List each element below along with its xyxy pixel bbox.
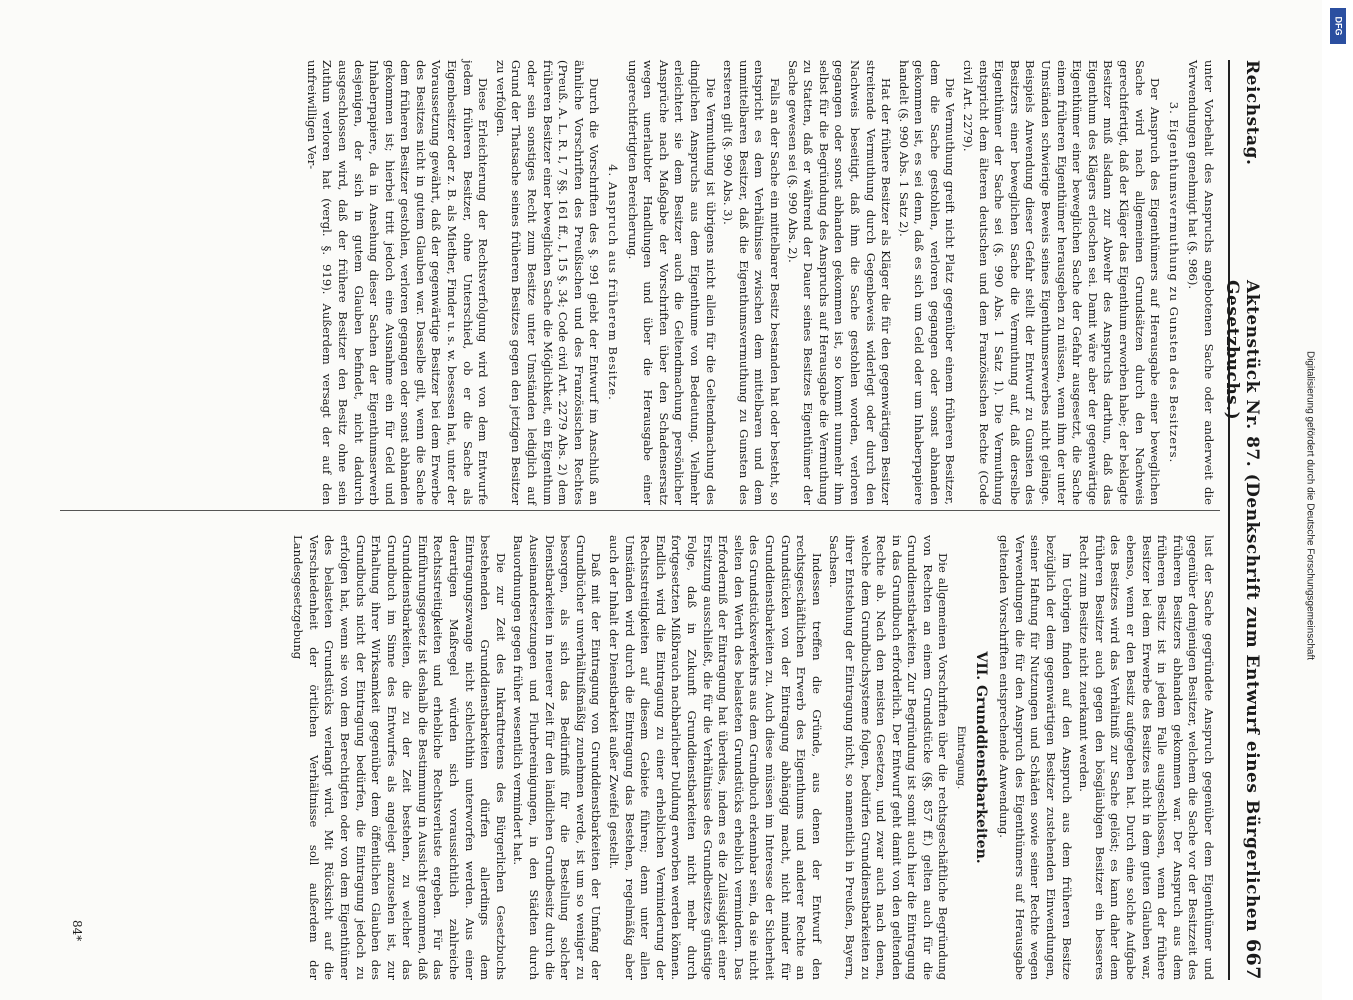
header-title: Aktenstück Nr. 87. (Denkschrift zum Entwurf eines Bürgerlichen Gesetzbuchs.) — [1222, 280, 1262, 932]
paragraph: Falls an der Sache ein mittelbarer Besitz bestanden hat oder besteht, so entspricht es dem Verhältnisse zwischen dem mittelbaren und dem unmittelbaren Besitzer, daß die Eigenthumsvermuthung zu Gunsten des ersteren gilt (§. 990 Abs. 3). — [721, 60, 782, 505]
paragraph: Daß mit der Eintragung von Grunddienstbarkeiten der Umfang der Grundbücher unverhältnißmäßig zunehmen werde, ist um so weniger zu besorgen, als sich das Bedürfniß für die Bestellung solcher Dienstbarkeiten in neuerer Zeit für den ländlichen Grundbesitz durch die Auseinandersetzungen und Flurbereinigungen, in den Städten durch Bauordnungen gegen früher wesentlich vermindert hat. — [511, 535, 604, 980]
paragraph: Hat der frühere Besitzer als Kläger die für den gegenwärtigen Besitzer streitende Vermuthung durch Gegenbeweis widerlegt oder durch den Nachweis beseitigt, daß ihm die Sache gestohlen worden, verloren gegangen oder sonst abhanden gekommen ist, so kommt nunmehr ihm selbst für die Begründung des Anspruchs auf Herausgabe die Vermuthung zu Statten, daß er während der Dauer seines Besitzes Eigenthümer der Sache gewesen sei (§. 990 Abs. 2). — [785, 60, 894, 505]
paragraph: lust der Sache gegründete Anspruch gegenüber dem Eigenthümer und gegenüber demjenigen Besitzer, welchem die Sache vor der Besitzzeit des früheren Besitzers abhanden gekommen war. Der Anspruch aus dem früheren Besitz ist in jedem Falle ausgeschlossen, wenn der frühere Besitzer bei dem Erwerbe des Besitzes nicht in dem guten Glauben war, ebenso, wenn er den Besitz aufgegeben hat. Durch eine solche Aufgabe des Besitzes wird das Verhältniß zur Sache gelöst; es kann daher dem früheren Besitzer auch gegen den bösgläubigen Besitzer ein besseres Recht zum Besitze nicht zuerkannt werden. — [1077, 535, 1216, 980]
paragraph: Die zur Zeit des Inkrafttretens des Bürgerlichen Gesetzbuchs bestehenden Grunddienstbarkeiten dürfen allerdings dem Eintragungszwange nicht schlechthin unterworfen werden. Aus einer derartigen Maßregel würden sich voraussichtlich zahlreiche Rechtsstreitigkeiten und erhebliche Rechtsverluste ergeben. Für das Einführungsgesetz ist deshalb die Bestimmung in Aussicht genommen, daß Grunddienstbarkeiten, die zu der Zeit bestehen, zu welcher das Grundbuch im Sinne des Entwurfes als angelegt anzusehen ist, zur Erhaltung ihrer Wirksamkeit gegenüber dem öffentlichen Glauben des Grundbuchs nicht der Eintragung bedürfen, die Eintragung jedoch zu erfolgen hat, wenn sie von dem Berechtigten oder von dem Eigenthümer des belasteten Grundstücks verlangt wird. Mit Rücksicht auf die Verschiedenheit der örtlichen Verhältnisse soll außerdem der Landesgesetzgebung — [291, 535, 508, 980]
digitization-note — [1300, 300, 1320, 720]
section-heading: 3. Eigenthumsvermuthung zu Gunsten des Besitzers. — [1166, 101, 1181, 464]
paragraph: Diese Erleichterung der Rechtsverfolgung wird von dem Entwurfe jedem früheren Besitzer, ohne Unterschied, ob er die Sache als Eigenbesitzer oder z. B. als Miether, Finder u. s. w. besessen hat, unter der Voraussetzung gewährt, daß der gegenwärtige Besitzer bei dem Erwerbe des Besitzes nicht in gutem Glauben war. Dasselbe gilt, wenn die Sache dem früheren Besitzer gestohlen, verloren gegangen oder sonst abhanden gekommen ist; hierbei tritt jedoch eine Ausnahme ein für Geld und Inhaberpapiere, da in Ansehung dieser Sachen der Eigenthumserwerb desjenigen, der sich in gutem Glauben befindet, nicht dadurch ausgeschlossen wird, daß der frühere Besitzer den Besitz ohne sein Zuthun verloren hat (vergl. §. 919). Außerdem versagt der auf den unfreiwilligen Ver- — [304, 60, 491, 505]
column-divider — [60, 510, 1220, 511]
rotated-page-content — [30, 40, 1270, 1000]
side-margin — [1322, 0, 1353, 1000]
paragraph: Die Vermuthung greift nicht Platz gegenüber einem früheren Besitzer, dem die Sache gestohlen, verloren gegangen oder sonst abhanden gekommen ist, es sei denn, daß es sich um Geld oder um Inhaberpapiere handelt (§. 990 Abs. 1 Satz 2). — [896, 60, 958, 505]
digitization-text: Digitalisierung gefördert durch die Deutsche Forschungsgemeinschaft — [1304, 350, 1316, 661]
section-heading: 4. Anspruch aus früherem Besitze. — [606, 164, 621, 401]
page-header — [1222, 60, 1270, 980]
paragraph: Die allgemeinen Vorschriften über die rechtsgeschäftliche Begründung von Rechten an einem Grundstücke (§§. 857 ff.) gelten auch für die Grunddienstbarkeiten. Zur Begründung ist somit auch hier die Eintragung in das Grundbuch erforderlich. Der Entwurf geht damit von den geltenden Rechte ab. Nach den meisten Gesetzen, und zwar auch nach denen, welche dem Grundbuchsysteme folgen, bedürfen Grunddienstbarkeiten zu ihrer Entstehung der Eintragung nicht, so namentlich in Preußen, Bayern, Sachsen. — [827, 535, 951, 980]
paragraph: unter Vorbehalt des Anspruchs angebotenen Sache oder anderweit die Verwendungen genehmigt hat (§. 986). — [1186, 60, 1216, 505]
subheading: Eintragung. — [955, 725, 968, 790]
chapter-heading: VII. Grunddienstbarkeiten. — [972, 651, 989, 864]
paragraph: Der Anspruch des Eigenthümers auf Herausgabe einer beweglichen Sache wird nach allgemeinen Grundsätzen durch den Nachweis gerechtfertigt, daß der Kläger das Eigenthum erworben habe; der beklagte Besitzer muß alsdann zur Abwehr des Anspruchs darthun, daß das Eigenthum des Klägers erloschen sei. Damit wäre aber der gegenwärtige Eigenthümer einer beweglichen Sache der Gefahr ausgesetzt, die Sache einem früheren Eigenthümer herausgeben zu müssen, wenn ihm der unter Umständen schwierige Beweis seines Eigenthumserwerbes nicht gelänge. Beispiels Anwendung dieser Gefahr stellt der Entwurf zu Gunsten des Besitzers einer beweglichen Sache die Vermuthung auf, daß derselbe Eigenthümer der Sache sei (§. 990 Abs. 1 Satz 1). Die Vermuthung entspricht dem älteren deutschen und dem Französischen Rechte (Code civil Art. 2279). — [961, 60, 1163, 505]
left-column — [301, 60, 1216, 505]
paragraph: Die Vermuthung ist übrigens nicht allein für die Geltendmachung des dinglichen Anspruchs aus dem Eigenthume von Bedeutung. Vielmehr erleichtert sie dem Besitzer auch die Geltendmachung persönlicher Ansprüche nach Maßgabe der Vorschriften über den Schadensersatz wegen unerlaubter Handlungen und über die Herausgabe einer ungerechtfertigten Bereicherung. — [625, 60, 718, 505]
paragraph: Durch die Vorschriften des §. 991 giebt der Entwurf im Anschluß an ähnliche Vorschriften des Preußischen und des Französischen Rechtes (Preuß. A. L. R. I, 7 §§. 161 ff., I, 15 §. 34; Code civil Art. 2279 Abs. 2) dem früheren Besitzer einer beweglichen Sache die Möglichkeit, ein Eigenthum oder sein sonstiges Recht zum Besitze unter Umständen lediglich auf Grund der Thatsache seines früheren Besitzes gegen den jetzigen Besitzer zu verfolgen. — [493, 60, 602, 505]
header-left: Reichstag. — [1242, 60, 1262, 166]
paragraph: Im Uebrigen finden auf den Anspruch aus dem früheren Besitze bezüglich der dem gegenwärtigen Besitzer zustehenden Einwendungen, seiner Haftung für Nutzungen und Schäden sowie seiner Rechte wegen Verwendungen die für den Anspruch des Eigenthümers auf Herausgabe geltenden Vorschriften entsprechende Anwendung. — [997, 535, 1074, 980]
paragraph: Indessen treffen die Gründe, aus denen der Entwurf den rechtsgeschäftlichen Erwerb des Eigenthums und anderer Rechte an Grundstücken von der Eintragung abhängig macht, nicht minder für Grunddienstbarkeiten zu. Auch diese müssen im Interesse der Sicherheit des Grundstücksverkehrs aus dem Grundbuch erkennbar sein, da sie nicht selten den Werth des belasteten Grundstücks erheblich vermindern. Das Erforderniß der Eintragung hat überdies, indem es die Zulässigkeit einer Ersitzung ausschließt, die für die Verhältnisse des Grundbesitzes günstige Folge, daß in Zukunft Grunddienstbarkeiten nicht mehr durch fortgesetzten Mißbrauch nachbarlicher Duldung erworben werden können. Endlich wird die Eintragung zu einer erheblichen Verminderung der Rechtsstreitigkeiten auf diesem Gebiete führen; denn unter allen Umständen wird durch die Eintragung das Bestehen, regelmäßig aber auch der Inhalt der Dienstbarkeit außer Zweifel gestellt. — [607, 535, 824, 980]
sheet-mark: 84* — [70, 920, 84, 942]
dfg-logo — [1330, 8, 1346, 44]
dfg-logo-text: DFG — [1333, 16, 1343, 36]
page-number: 667 — [1242, 938, 1264, 980]
right-column — [288, 535, 1216, 980]
